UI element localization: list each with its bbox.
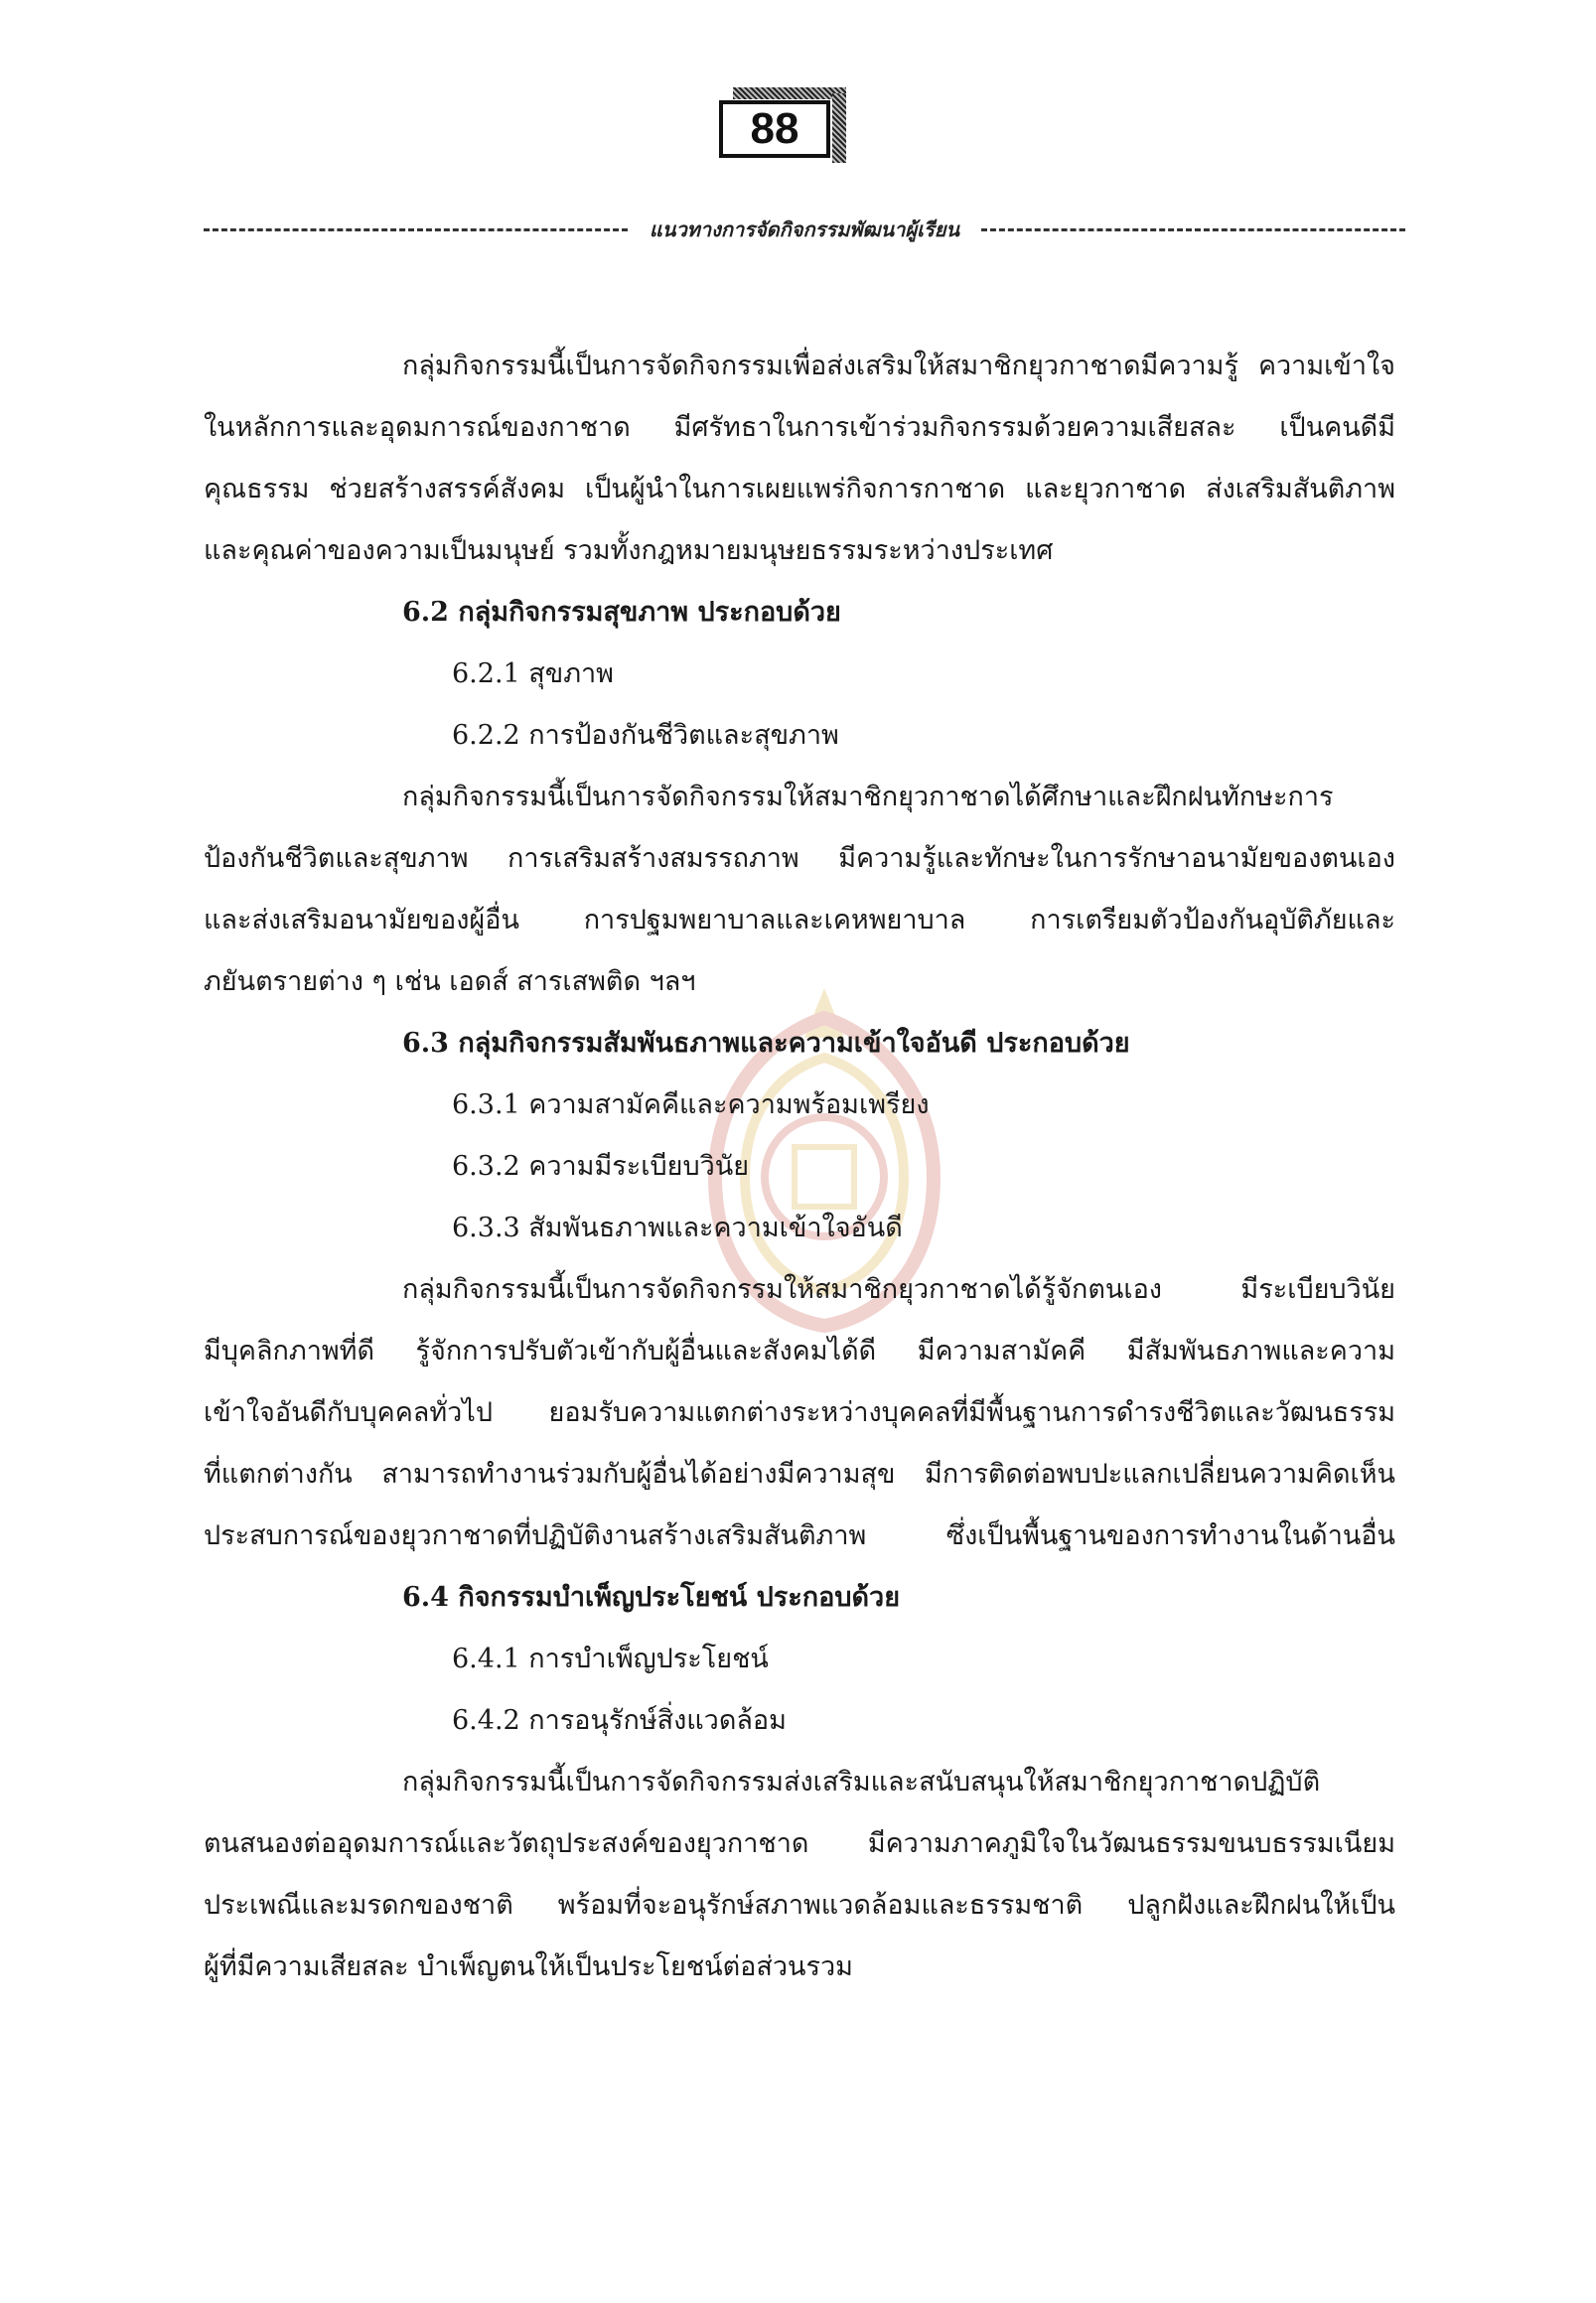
subsection-item: 6.2.2 การป้องกันชีวิตและสุขภาพ	[452, 720, 839, 751]
paragraph-line: กลุ่มกิจกรรมนี้เป็นการจัดกิจกรรมเพื่อส่งเสริมให้สมาชิกยุวกาชาดมีความรู้ ความเข้าใจ	[402, 351, 1395, 381]
running-header	[204, 215, 1405, 244]
paragraph-line: ประเพณีและมรดกของชาติ พร้อมที่จะอนุรักษ์สภาพแวดล้อมและธรรมชาติ ปลูกฝังและฝึกฝนให้เป็น	[204, 1890, 1395, 1921]
header-dash-right	[981, 228, 1405, 231]
subsection-item: 6.3.1 ความสามัคคีและความพร้อมเพรียง	[452, 1089, 930, 1120]
subsection-item: 6.2.1 สุขภาพ	[452, 658, 614, 689]
paragraph-line: กลุ่มกิจกรรมนี้เป็นการจัดกิจกรรมให้สมาชิกยุวกาชาดได้ศึกษาและฝึกฝนทักษะการ	[402, 782, 1334, 812]
paragraph-line: มีบุคลิกภาพที่ดี รู้จักการปรับตัวเข้ากับผู้อื่นและสังคมได้ดี มีความสามัคคี มีสัมพันธภาพและความ	[204, 1336, 1395, 1367]
section-heading: 6.2 กลุ่มกิจกรรมสุขภาพ ประกอบด้วย	[402, 597, 841, 628]
paragraph-line: ที่แตกต่างกัน สามารถทำงานร่วมกับผู้อื่นได้อย่างมีความสุข มีการติดต่อพบปะแลกเปลี่ยนความคิดเห็น	[204, 1459, 1395, 1490]
paragraph-line: ป้องกันชีวิตและสุขภาพ การเสริมสร้างสมรรถภาพ มีความรู้และทักษะในการรักษาอนามัยของตนเอง	[204, 843, 1395, 874]
header-dash-left	[204, 228, 628, 231]
page-number: 88	[719, 100, 830, 158]
paragraph-line: และคุณค่าของความเป็นมนุษย์ รวมทั้งกฎหมายมนุษยธรรมระหว่างประเทศ	[204, 535, 1054, 566]
paragraph-line: เข้าใจอันดีกับบุคคลทั่วไป ยอมรับความแตกต่างระหว่างบุคคลที่มีพื้นฐานการดำรงชีวิตและวัฒนธรรม	[204, 1397, 1395, 1428]
paragraph-line: กลุ่มกิจกรรมนี้เป็นการจัดกิจกรรมให้สมาชิกยุวกาชาดได้รู้จักตนเอง มีระเบียบวินัย	[402, 1274, 1395, 1305]
subsection-item: 6.3.2 ความมีระเบียบวินัย	[452, 1151, 750, 1182]
page-number-shadow	[832, 93, 846, 163]
paragraph-line: ภยันตรายต่าง ๆ เช่น เอดส์ สารเสพติด ฯลฯ	[204, 966, 696, 997]
running-title: แนวทางการจัดกิจกรรมพัฒนาผู้เรียน	[649, 217, 960, 241]
section-heading: 6.4 กิจกรรมบำเพ็ญประโยชน์ ประกอบด้วย	[402, 1582, 901, 1613]
page-number-shadow-top	[733, 87, 846, 99]
subsection-item: 6.3.3 สัมพันธภาพและความเข้าใจอันดี	[452, 1213, 903, 1243]
paragraph-line: กลุ่มกิจกรรมนี้เป็นการจัดกิจกรรมส่งเสริมและสนับสนุนให้สมาชิกยุวกาชาดปฏิบัติ	[402, 1767, 1321, 1798]
subsection-item: 6.4.1 การบำเพ็ญประโยชน์	[452, 1644, 769, 1674]
body-text	[204, 336, 1395, 1998]
paragraph-line: ในหลักการและอุดมการณ์ของกาชาด มีศรัทธาในการเข้าร่วมกิจกรรมด้วยความเสียสละ เป็นคนดีมี	[204, 412, 1395, 443]
section-heading: 6.3 กลุ่มกิจกรรมสัมพันธภาพและความเข้าใจอันดี ประกอบด้วย	[402, 1028, 1130, 1059]
paragraph-line: และส่งเสริมอนามัยของผู้อื่น การปฐมพยาบาลและเคหพยาบาล การเตรียมตัวป้องกันอุบัติภัยและ	[204, 905, 1395, 936]
paragraph-line: ประสบการณ์ของยุวกาชาดที่ปฏิบัติงานสร้างเสริมสันติภาพ ซึ่งเป็นพื้นฐานของการทำงานในด้านอื่น	[204, 1520, 1395, 1551]
paragraph-line: คุณธรรม ช่วยสร้างสรรค์สังคม เป็นผู้นำในการเผยแพร่กิจการกาชาด และยุวกาชาด ส่งเสริมสันติภาพ	[204, 474, 1395, 504]
paragraph-line: ตนสนองต่ออุดมการณ์และวัตถุประสงค์ของยุวกาชาด มีความภาคภูมิใจในวัฒนธรรมขนบธรรมเนียม	[204, 1828, 1395, 1859]
subsection-item: 6.4.2 การอนุรักษ์สิ่งแวดล้อม	[452, 1705, 787, 1736]
paragraph-line: ผู้ที่มีความเสียสละ บำเพ็ญตนให้เป็นประโยชน์ต่อส่วนรวม	[204, 1951, 853, 1982]
